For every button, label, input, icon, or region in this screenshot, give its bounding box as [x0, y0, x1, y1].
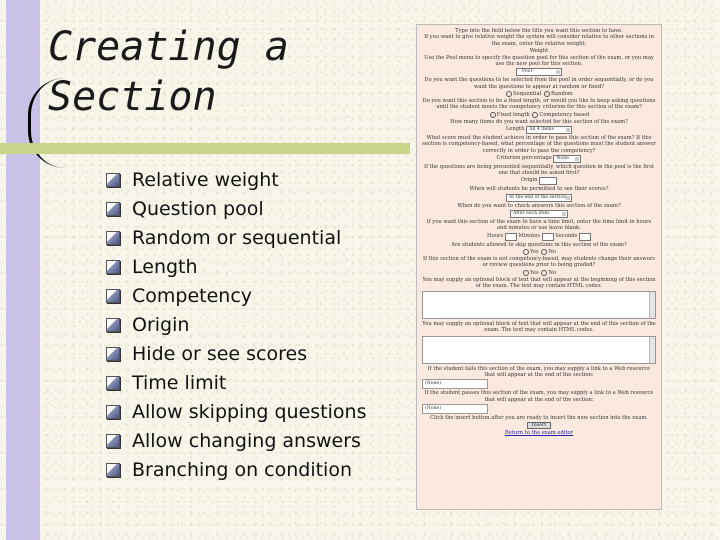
competency-radio[interactable] [532, 112, 538, 118]
seconds-input[interactable] [579, 233, 591, 241]
length-label: Length [505, 125, 525, 132]
weight-label: Weight [529, 47, 549, 54]
form-instruction: You may supply an optional block of text that will appear at the beginning of this section of the exam. The text may contain HTML codes. [422, 276, 656, 289]
bullet-label: Competency [132, 284, 253, 307]
bullet-label: Length [132, 255, 198, 278]
form-instruction: Type into the field below the title you want this section to have. [455, 28, 623, 34]
form-instruction: Use the Pool menu to specify the question pool for this section of the exam, or you may use the new pool for this section. [424, 54, 654, 68]
bullet-label: Random or sequential [132, 226, 342, 249]
length-select[interactable]: All 4 items [526, 126, 572, 134]
bullet-label: Question pool [132, 197, 264, 220]
form-instruction: If the questions are being presented sequentially, which question in the pool is the first one that should be asked first? [424, 163, 654, 177]
minutes-input[interactable] [542, 233, 554, 241]
bullet-item [106, 339, 366, 368]
form-instruction: You may supply an optional block of text that will appear at the end of this section of the exam. The text may contain HTML codes. [422, 321, 656, 334]
form-instruction: If this section of the exam is not competency-based, may students change their answers or review questions prior to being graded? [423, 255, 655, 269]
hours-input[interactable] [505, 233, 517, 241]
bullet-icon [106, 434, 120, 448]
pass-link-input[interactable]: (None) [422, 404, 488, 414]
section-form-screenshot [416, 24, 662, 510]
insert-button[interactable]: Insert [527, 422, 552, 429]
form-instruction: If you want this section of the exam to have a time limit, enter the time limit in hours and minutes or use leave blank: [426, 219, 652, 232]
fixed-length-radio[interactable] [490, 112, 496, 118]
bullet-item [106, 223, 366, 252]
bullet-icon [106, 173, 120, 187]
bullet-icon [106, 231, 120, 245]
bullet-icon [106, 318, 120, 332]
change-yes-radio[interactable] [523, 270, 529, 276]
bullet-item [106, 426, 366, 455]
bullet-icon [106, 347, 120, 361]
form-instruction: Click the insert button after you are ready to insert the new section into the exam. [430, 414, 648, 421]
form-instruction: Do you want this section to be a fixed length, or would you like to keep asking questions until the student meets the competency criterion for this section of the exam? [422, 98, 656, 111]
form-instruction: When will students be permitted to see their scores? [469, 186, 609, 193]
change-no-label: No [548, 269, 557, 276]
competency-label: Competency based [539, 111, 590, 118]
bullet-label: Time limit [132, 371, 227, 394]
criterion-select[interactable]: None [553, 155, 581, 163]
change-no-radio[interactable] [541, 270, 547, 276]
skip-no-label: No [548, 248, 557, 255]
hours-label: Hours [487, 232, 504, 239]
criterion-label: Criterion percentage [496, 154, 552, 161]
end-text-area[interactable] [422, 336, 656, 364]
title-underline-bar [0, 143, 410, 154]
origin-label: Origin [520, 177, 538, 184]
bullet-label: Branching on condition [132, 458, 352, 481]
bullet-item [106, 397, 366, 426]
bullet-list [106, 165, 366, 484]
skip-yes-label: Yes [529, 248, 539, 255]
form-instruction: Do you want the questions to be selected from the pool in order sequentially, or do you want the questions to appear at random or fixed? [424, 77, 654, 90]
bullet-item [106, 252, 366, 281]
begin-text-area[interactable] [422, 291, 656, 319]
bullet-item [106, 368, 366, 397]
bullet-item [106, 455, 366, 484]
bullet-item [106, 310, 366, 339]
form-instruction: When do you want to check answers this section of the exam? [457, 202, 621, 209]
slide-title: Creating a Section [48, 24, 289, 120]
random-radio[interactable] [544, 91, 550, 97]
random-label: Random [551, 91, 573, 98]
skip-no-radio[interactable] [541, 249, 547, 255]
return-link[interactable]: Return to the exam editor [504, 430, 574, 437]
form-instruction: If the student fails this section of the exam, you may supply a link to a Web resource that will appear at the end of the section: [427, 365, 651, 379]
bullet-icon [106, 260, 120, 274]
sequential-radio[interactable] [506, 91, 512, 97]
bullet-item [106, 194, 366, 223]
bullet-icon [106, 463, 120, 477]
decorative-left-bar [6, 0, 40, 540]
origin-input[interactable] [539, 177, 557, 185]
bullet-label: Allow changing answers [132, 429, 361, 452]
bullet-icon [106, 289, 120, 303]
bullet-label: Origin [132, 313, 190, 336]
form-instruction: What score must the student achieve in order to pass this section of the exam? If this section is competency-based, what percentage of the questions must the student answer correctly in order to pass the competency? [422, 134, 656, 154]
bullet-item [106, 281, 366, 310]
pool-select[interactable]: - Pool - [516, 68, 562, 76]
minutes-label: Minutes [518, 232, 540, 239]
sequential-label: Sequential [513, 91, 542, 98]
fail-link-input[interactable]: (None) [422, 379, 488, 389]
bullet-label: Allow skipping questions [132, 400, 367, 423]
bullet-icon [106, 405, 120, 419]
bullet-label: Hide or see scores [132, 342, 308, 365]
skip-yes-radio[interactable] [523, 249, 529, 255]
bullet-item [106, 165, 366, 194]
form-instruction: Are students allowed to skip questions in this section of the exam? [451, 241, 627, 248]
fixed-length-label: Fixed length [496, 111, 530, 118]
change-yes-label: Yes [529, 269, 539, 276]
bullet-icon [106, 376, 120, 390]
scores-select[interactable]: At the end of the section [506, 194, 572, 202]
bullet-label: Relative weight [132, 168, 279, 191]
form-instruction: How many items do you want selected for this section of the exam? [450, 118, 628, 125]
form-instruction: If the student passes this section of the exam, you may supply a link to a Web resource that will appear at the end of the section: [424, 390, 654, 403]
seconds-label: Seconds [555, 232, 578, 239]
bullet-icon [106, 202, 120, 216]
check-answers-select[interactable]: After each item [510, 210, 568, 218]
form-instruction: If you want to give relative weight the system will consider relative to other sections in the exam, enter the relative weight: [424, 34, 654, 47]
